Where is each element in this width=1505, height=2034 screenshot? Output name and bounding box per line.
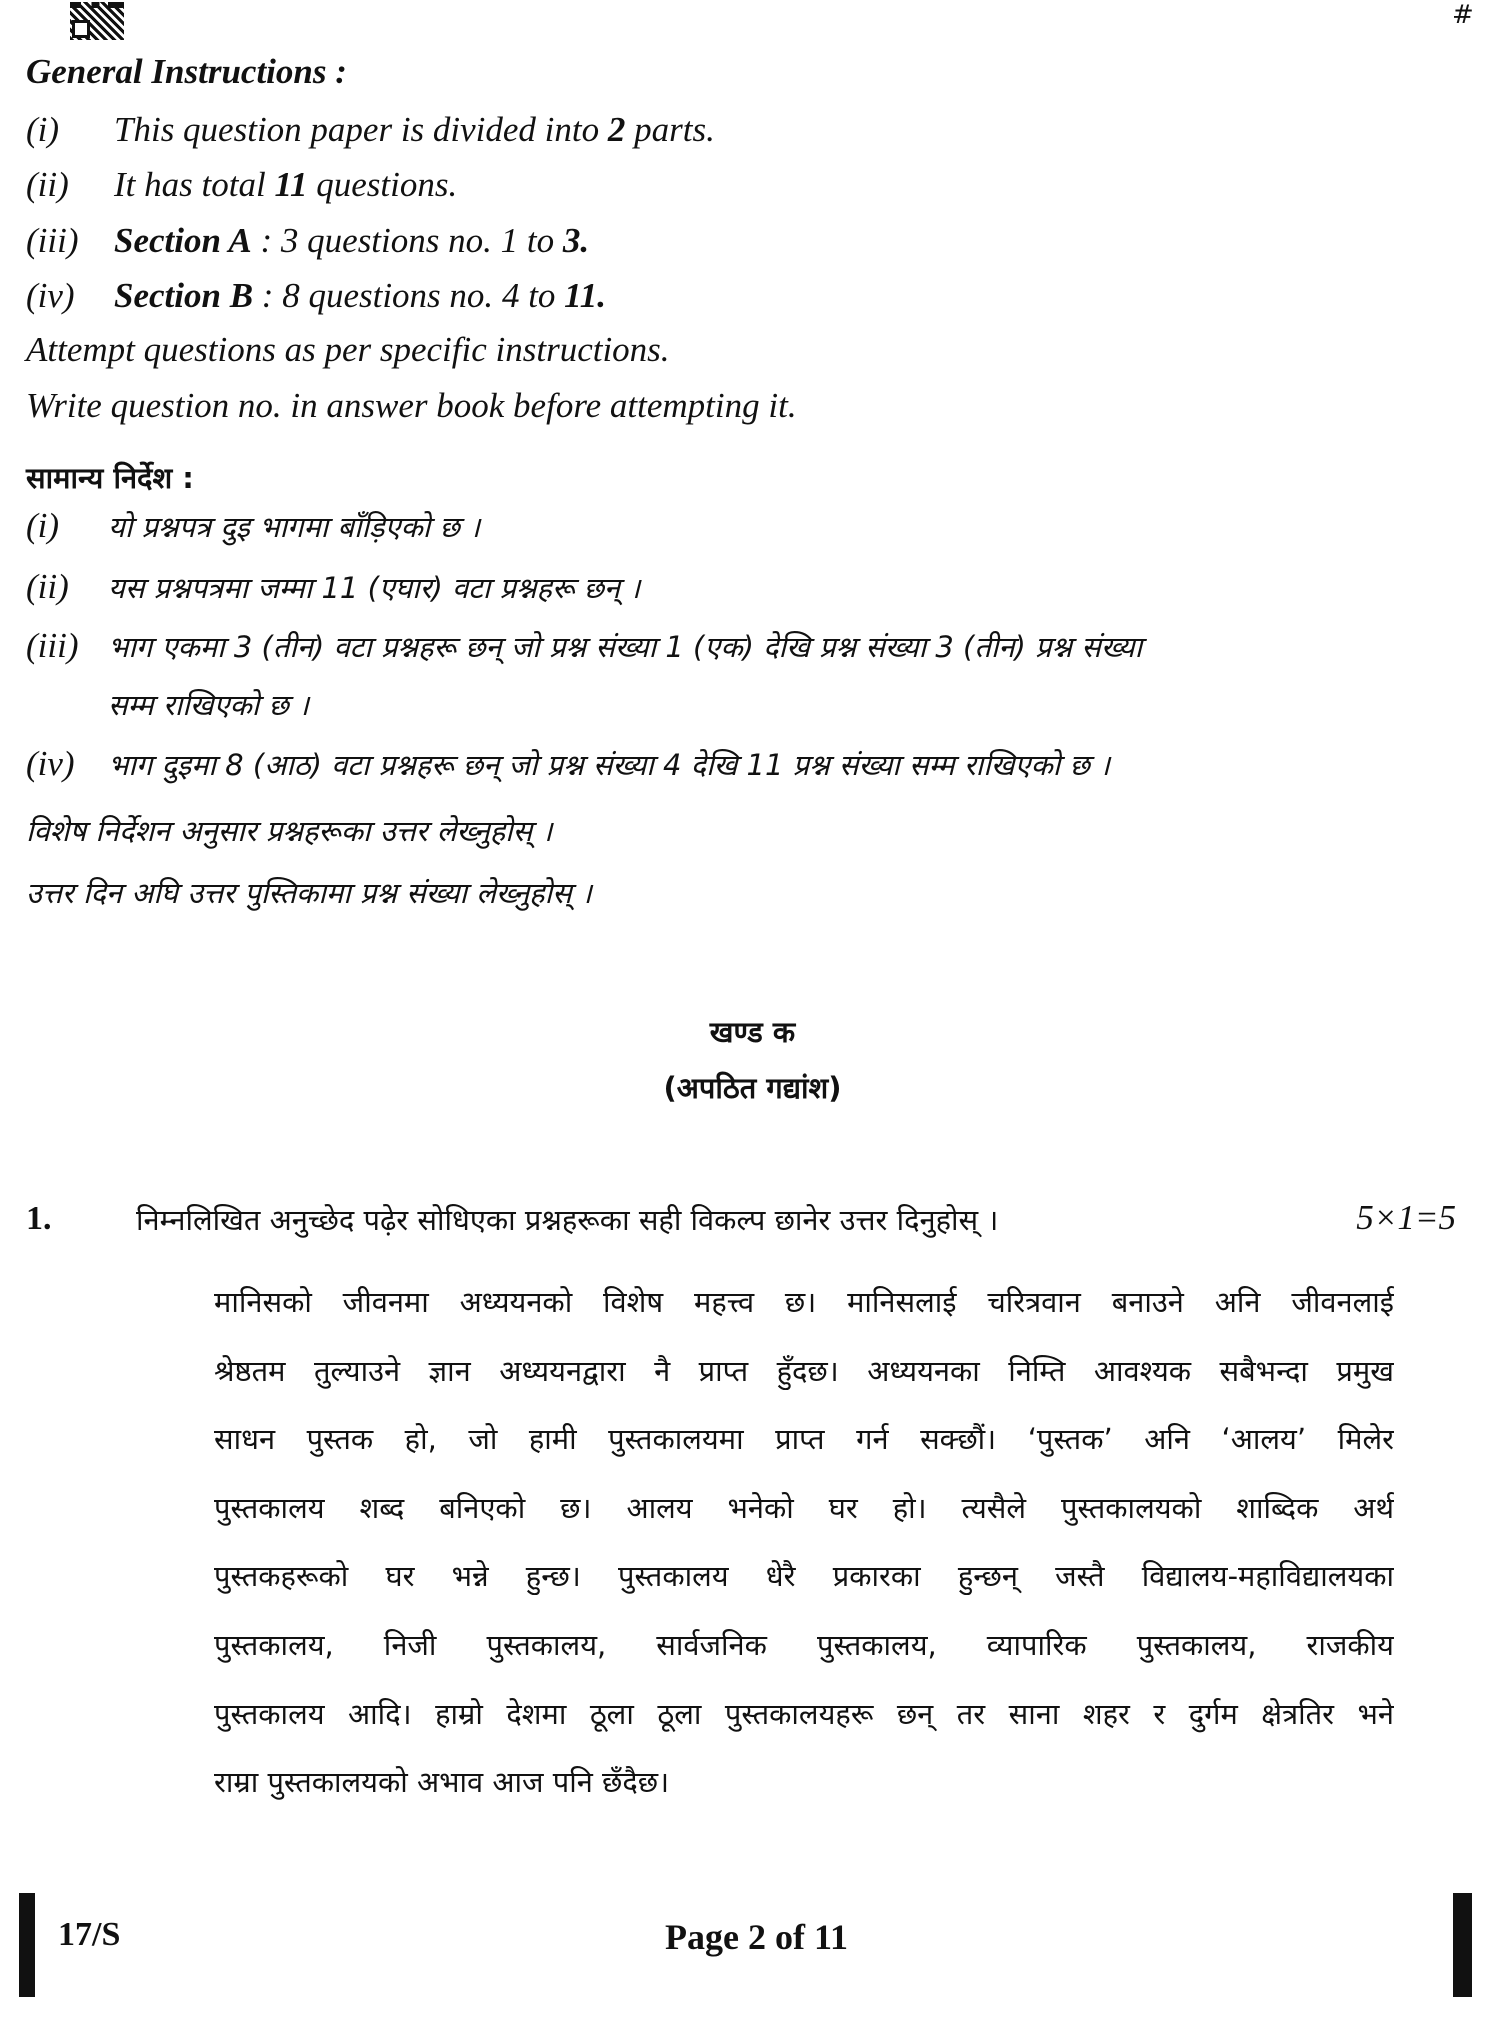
passage-line: पुस्तकालय शब्द बनिएको छ। आलय भनेको घर हो। त्यसैले पुस्तकालयको शाब्दिक अर्थ — [214, 1490, 1394, 1525]
item-text: यो प्रश्नपत्र दुइ भागमा बाँड़िएको छ । — [108, 510, 481, 544]
nepali-instruction-item — [26, 744, 1110, 784]
item-number: (i) — [26, 110, 60, 149]
item-text: Section B — [114, 276, 254, 315]
item-text: 11 — [274, 165, 308, 204]
item-text: to — [519, 276, 565, 315]
item-text: 3. — [562, 221, 590, 260]
qr-code-icon — [70, 2, 124, 40]
item-number: (ii) — [26, 567, 69, 606]
paper-code: 17/S — [58, 1916, 121, 1953]
passage-line: साधन पुस्तक हो, जो हामी पुस्तकालयमा प्राप्त गर्न सक्छौं। ‘पुस्तक’ अनि ‘आलय’ मिलेर — [214, 1422, 1394, 1457]
question-number: 1. — [26, 1200, 52, 1237]
item-number: (iii) — [26, 626, 79, 665]
page-number: Page 2 of 11 — [665, 1917, 848, 1957]
item-text: भाग दुइमा 8 (आठ) वटा प्रश्नहरू छन् जो प्रश्न संख्या 4 देखि 11 प्रश्न संख्या सम्म राखिएको छ । — [108, 748, 1111, 782]
instruction-item — [26, 165, 457, 205]
nepali-note: उत्तर दिन अघि उत्तर पुस्तिकामा प्रश्न संख्या लेख्नुहोस् । — [26, 876, 592, 910]
section-subtitle: (अपठित गद्यांश) — [663, 1071, 842, 1105]
item-text: : 8 questions no. — [253, 276, 502, 315]
item-text: यस प्रश्नपत्रमा जम्मा 11 (एघार) वटा प्रश्नहरू छन् । — [108, 571, 641, 605]
item-text: It has total — [114, 165, 275, 204]
instruction-item — [26, 276, 606, 316]
instruction-note: Attempt questions as per specific instructions. — [26, 330, 670, 369]
passage-line: राम्रा पुस्तकालयको अभाव आज पनि छँदैछ। — [214, 1765, 670, 1800]
nepali-instruction-continuation: सम्म राखिएको छ । — [108, 688, 310, 722]
item-text: 11. — [564, 276, 606, 315]
item-text: Section A — [114, 221, 252, 260]
item-text: This question paper is divided into — [114, 110, 608, 149]
item-number: (iv) — [26, 276, 75, 315]
instruction-item — [26, 221, 589, 261]
item-text: : 3 questions no. — [251, 221, 501, 260]
item-text: 4 — [501, 276, 520, 315]
general-instructions-title: General Instructions : — [26, 52, 347, 91]
item-text: 1 — [500, 221, 519, 260]
section-title: खण्ड क — [709, 1015, 796, 1049]
passage-line: पुस्तकहरूको घर भन्ने हुन्छ। पुस्तकालय धेरै प्रकारका हुन्छन् जस्तै विद्यालय-महाविद्यालयका — [214, 1559, 1394, 1594]
passage-line: श्रेष्ठतम तुल्याउने ज्ञान अध्ययनद्वारा नै प्राप्त हुँदछ। अध्ययनका निम्ति आवश्यक सबैभन्दा प्रमुख — [214, 1353, 1394, 1388]
item-number: (iii) — [26, 221, 79, 260]
nepali-instruction-item — [26, 567, 640, 607]
instruction-item — [26, 110, 715, 150]
footer-right-bar — [1453, 1893, 1472, 1997]
item-text: भाग एकमा 3 (तीन) वटा प्रश्नहरू छन् जो प्रश्न संख्या 1 (एक) देखि प्रश्न संख्या 3 (तीन) प्रश्न संख्या — [108, 630, 1143, 664]
instruction-note: Write question no. in answer book before attempting it. — [26, 386, 797, 425]
item-text: questions. — [307, 165, 458, 204]
question-marks: 5×1=5 — [1356, 1198, 1456, 1237]
item-number: (i) — [26, 506, 60, 545]
passage-line: पुस्तकालय आदि। हाम्रो देशमा ठूला ठूला पुस्तकालयहरू छन् तर साना शहर र दुर्गम क्षेत्रतिर भने — [214, 1696, 1394, 1731]
item-number: (ii) — [26, 165, 69, 204]
item-text: to — [518, 221, 563, 260]
nepali-instruction-item — [26, 626, 1142, 666]
passage-line: मानिसको जीवनमा अध्ययनको विशेष महत्त्व छ। मानिसलाई चरित्रवान बनाउने अनि जीवनलाई — [214, 1285, 1394, 1319]
nepali-note: विशेष निर्देशन अनुसार प्रश्नहरूका उत्तर लेख्नुहोस् । — [26, 814, 553, 848]
corner-mark: # — [1452, 0, 1474, 30]
item-text: 2 — [607, 110, 626, 149]
nepali-instruction-item — [26, 506, 480, 546]
passage-line: पुस्तकालय, निजी पुस्तकालय, सार्वजनिक पुस्तकालय, व्यापारिक पुस्तकालय, राजकीय — [214, 1628, 1394, 1662]
question-prompt: निम्नलिखित अनुच्छेद पढ़ेर सोधिएका प्रश्नहरूका सही विकल्प छानेर उत्तर दिनुहोस् । — [136, 1203, 999, 1237]
item-text: parts. — [625, 110, 715, 149]
item-number: (iv) — [26, 744, 75, 783]
nepali-instructions-title: सामान्य निर्देश : — [26, 461, 194, 495]
